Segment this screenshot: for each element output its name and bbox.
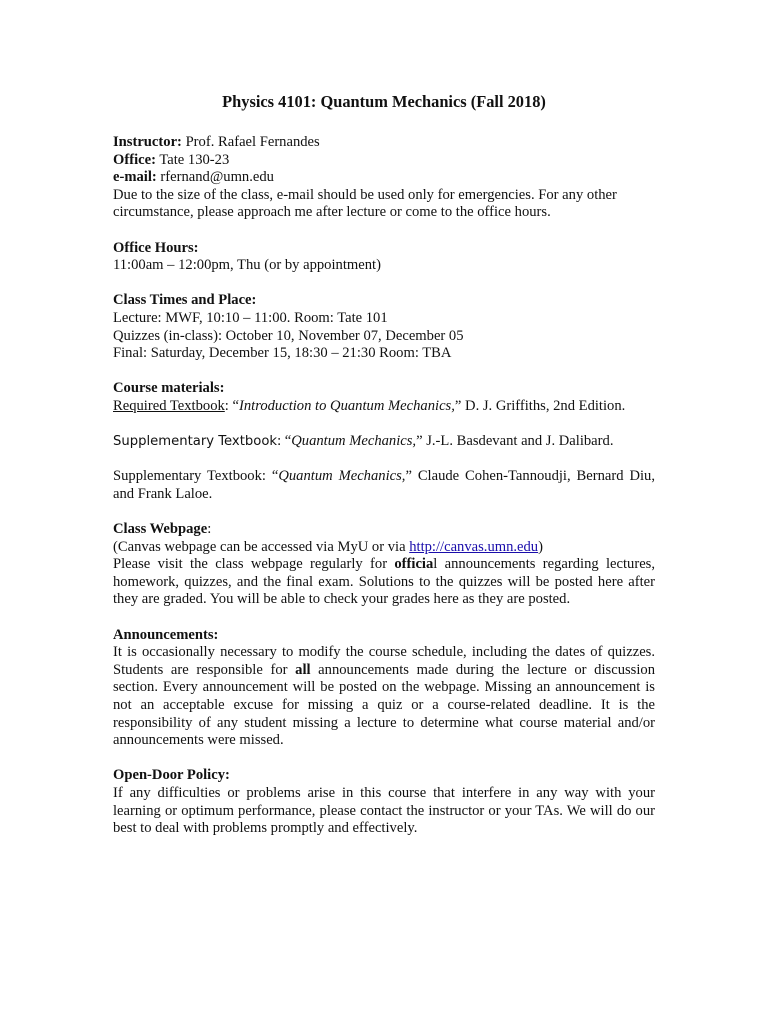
office-hours-heading: Office Hours: (113, 239, 199, 256)
announcements-paragraph (113, 644, 655, 750)
required-textbook-line: Required Textbook: “Introduction to Quantum Mechanics,” D. J. Griffiths, 2nd Edition. (113, 397, 626, 414)
supplementary-textbook-2-paragraph (113, 468, 655, 503)
lecture-line: Lecture: MWF, 10:10 – 11:00. Room: Tate 101 (113, 309, 388, 326)
office-hours-value: 11:00am – 12:00pm, Thu (or by appointment) (113, 257, 381, 274)
page-title: Physics 4101: Quantum Mechanics (Fall 2018) (222, 92, 546, 111)
office-line (113, 152, 655, 170)
instructor-line (113, 134, 655, 152)
supplementary-textbook-2-title: Quantum Mechanics, (278, 468, 406, 485)
supplementary-textbook-1-line: Supplementary Textbook: “Quantum Mechanics,” J.-L. Basdevant and J. Dalibard. (113, 433, 614, 450)
supplementary-textbook-1-title: Quantum Mechanics, (291, 433, 417, 450)
announcements-pre: It is occasionally necessary to modify the course schedule, including the dates of quizzes. Students are responsible for (113, 644, 655, 678)
supplementary-textbook-2-rest: ” Claude Cohen-Tannoudji, Bernard Diu, and Frank Laloe. (113, 468, 655, 502)
canvas-pre: (Canvas webpage can be accessed via MyU or via (113, 538, 410, 555)
webpage-heading-line: Class Webpage: (113, 521, 212, 538)
email-label: e-mail: (113, 169, 157, 186)
announcements-post: announcements made during the lecture or discussion section. Every announcement will be posted on the webpage. Missing an announcement is not an acceptable excuse for missing a quiz or a course-related deadline. It is the responsibility of any student missing a lecture to determine what course material and/or announcements were missed. (113, 661, 655, 749)
instructor-label: Instructor: (113, 134, 182, 150)
class-times-heading: Class Times and Place: (113, 292, 257, 309)
webpage-visit-bold: officia (394, 556, 434, 573)
quizzes-line: Quizzes (in-class): October 10, November 07, December 05 (113, 327, 464, 344)
final-line: Final: Saturday, December 15, 18:30 – 21:30 Room: TBA (113, 345, 452, 362)
email-line (113, 169, 655, 187)
materials-heading: Course materials: (113, 380, 225, 397)
supplementary-textbook-1-rest: J.-L. Basdevant and J. Dalibard. (422, 433, 614, 450)
webpage-visit-pre: Please visit the class webpage regularly for (113, 556, 395, 573)
required-textbook-label: Required Textbook (113, 397, 225, 414)
required-textbook-title: Introduction to Quantum Mechanics, (238, 397, 455, 414)
webpage-paragraph (113, 556, 655, 609)
canvas-line (113, 539, 655, 557)
announcements-heading: Announcements: (113, 626, 219, 643)
canvas-post: ) (538, 538, 543, 555)
required-textbook-rest: D. J. Griffiths, 2nd Edition. (461, 397, 626, 414)
canvas-link[interactable]: http://canvas.umn.edu (409, 538, 539, 555)
office-value: Tate 130-23 (159, 151, 230, 168)
email-note-line-2: circumstance, please approach me after lecture or come to the office hours. (113, 204, 551, 221)
email-note-line-1: Due to the size of the class, e-mail should be used only for emergencies. For any other (113, 186, 617, 203)
announcements-bold: all (295, 661, 311, 678)
instructor-value: Prof. Rafael Fernandes (185, 134, 320, 150)
supplementary-textbook-2-label: Supplementary Textbook: “ (113, 468, 279, 485)
open-door-paragraph: If any difficulties or problems arise in this course that interfere in any way with your learning or optimum performance, please contact the instructor or your TAs. We will do our best to deal with problems promptly and effectively. (113, 784, 655, 837)
syllabus-page (113, 92, 655, 838)
webpage-visit-post: l announcements regarding lectures, homework, quizzes, and the final exam. Solutions to the quizzes will be posted here after they are graded. You will be able to check your grades here as they are posted. (113, 556, 655, 608)
webpage-heading: Class Webpage (113, 521, 208, 538)
office-label: Office: (113, 151, 156, 168)
open-door-heading: Open-Door Policy: (113, 767, 230, 784)
supplementary-textbook-1-label: Supplementary Textbook (113, 434, 278, 450)
email-value: rfernand@umn.edu (160, 169, 274, 186)
